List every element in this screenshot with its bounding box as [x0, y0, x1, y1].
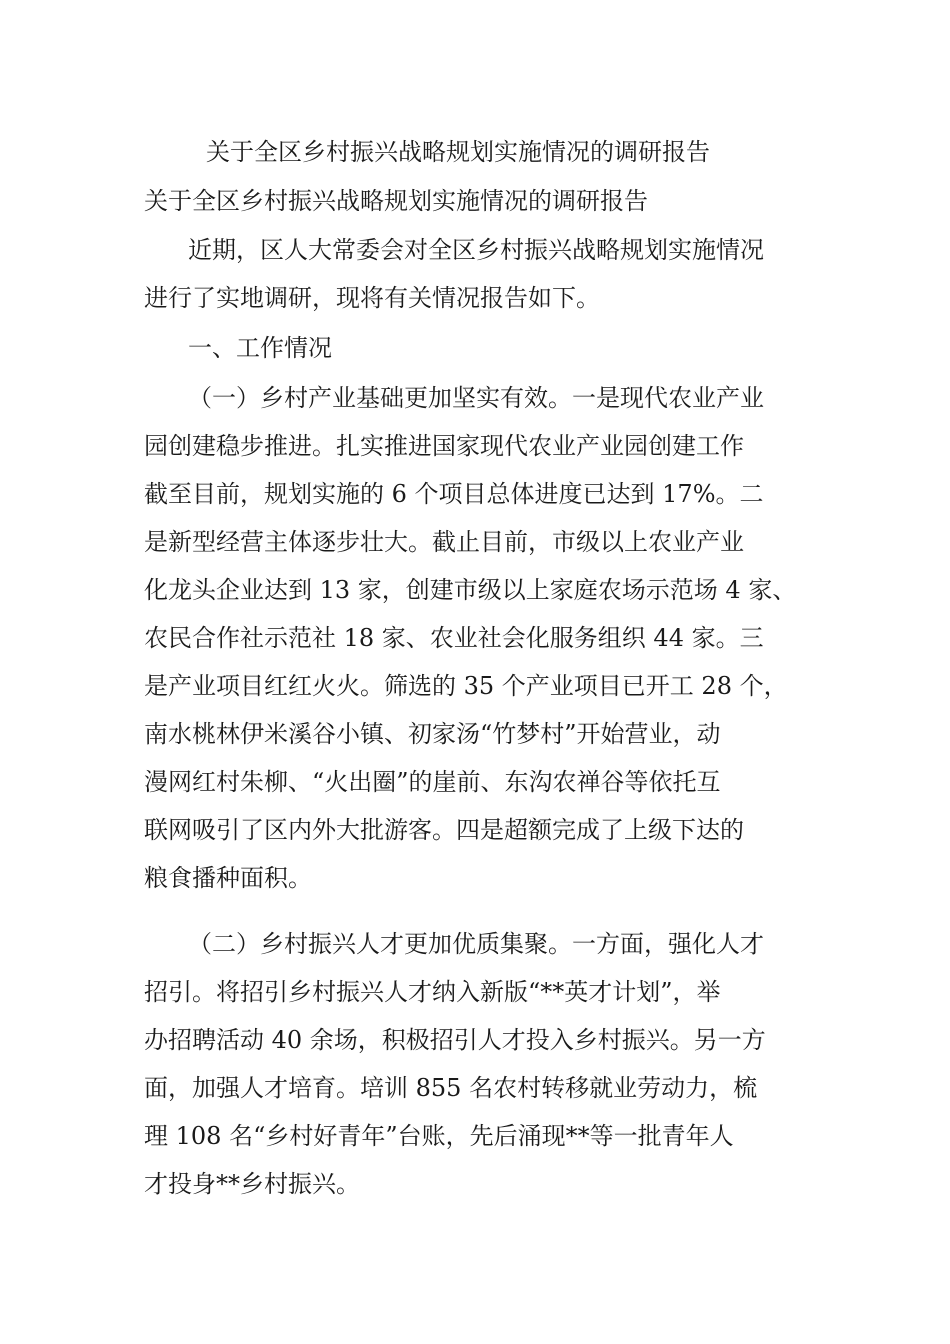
paragraph-line: 漫网红村朱柳、“火出圈”的崖前、东沟农禅谷等依托互	[144, 768, 721, 796]
paragraph-line: 办招聘活动 40 余场，积极招引人才投入乡村振兴。另一方	[144, 1026, 766, 1054]
paragraph-line: 面，加强人才培育。培训 855 名农村转移就业劳动力，梳	[144, 1074, 758, 1102]
paragraph-line: 是产业项目红红火火。筛选的 35 个产业项目已开工 28 个，	[144, 672, 788, 700]
document-title: 关于全区乡村振兴战略规划实施情况的调研报告	[206, 138, 710, 166]
section-heading	[144, 324, 816, 372]
paragraph-line: 南水桃林伊米溪谷小镇、初家汤“竹梦村”开始营业，动	[144, 720, 721, 748]
paragraph-line: 近期，区人大常委会对全区乡村振兴战略规划实施情况	[188, 236, 764, 264]
document-subtitle: 关于全区乡村振兴战略规划实施情况的调研报告	[144, 187, 648, 215]
paragraph-line: 化龙头企业达到 13 家，创建市级以上家庭农场示范场 4 家、	[144, 576, 797, 604]
paragraph-line: （一）乡村产业基础更加坚实有效。一是现代农业产业	[188, 384, 764, 412]
paragraph-line: 才投身**乡村振兴。	[144, 1170, 360, 1198]
section2-paragraph	[144, 920, 816, 1208]
paragraph-line: 招引。将招引乡村振兴人才纳入新版“**英才计划”，举	[144, 978, 721, 1006]
intro-paragraph	[144, 226, 816, 322]
section1-paragraph	[144, 374, 816, 902]
paragraph-line: 截至目前，规划实施的 6 个项目总体进度已达到 17%。二	[144, 480, 764, 508]
paragraph-line: 园创建稳步推进。扎实推进国家现代农业产业园创建工作	[144, 432, 744, 460]
paragraph-line: 理 108 名“乡村好青年”台账，先后涌现**等一批青年人	[144, 1122, 734, 1150]
paragraph-line: 农民合作社示范社 18 家、农业社会化服务组织 44 家。三	[144, 624, 764, 652]
paragraph-line: 粮食播种面积。	[144, 864, 312, 892]
paragraph-line: 进行了实地调研，现将有关情况报告如下。	[144, 284, 600, 312]
paragraph-line: （二）乡村振兴人才更加优质集聚。一方面，强化人才	[188, 930, 764, 958]
paragraph-line: 是新型经营主体逐步壮大。截止目前，市级以上农业产业	[144, 528, 744, 556]
heading-line: 一、工作情况	[188, 334, 332, 362]
paragraph-line: 联网吸引了区内外大批游客。四是超额完成了上级下达的	[144, 816, 744, 844]
